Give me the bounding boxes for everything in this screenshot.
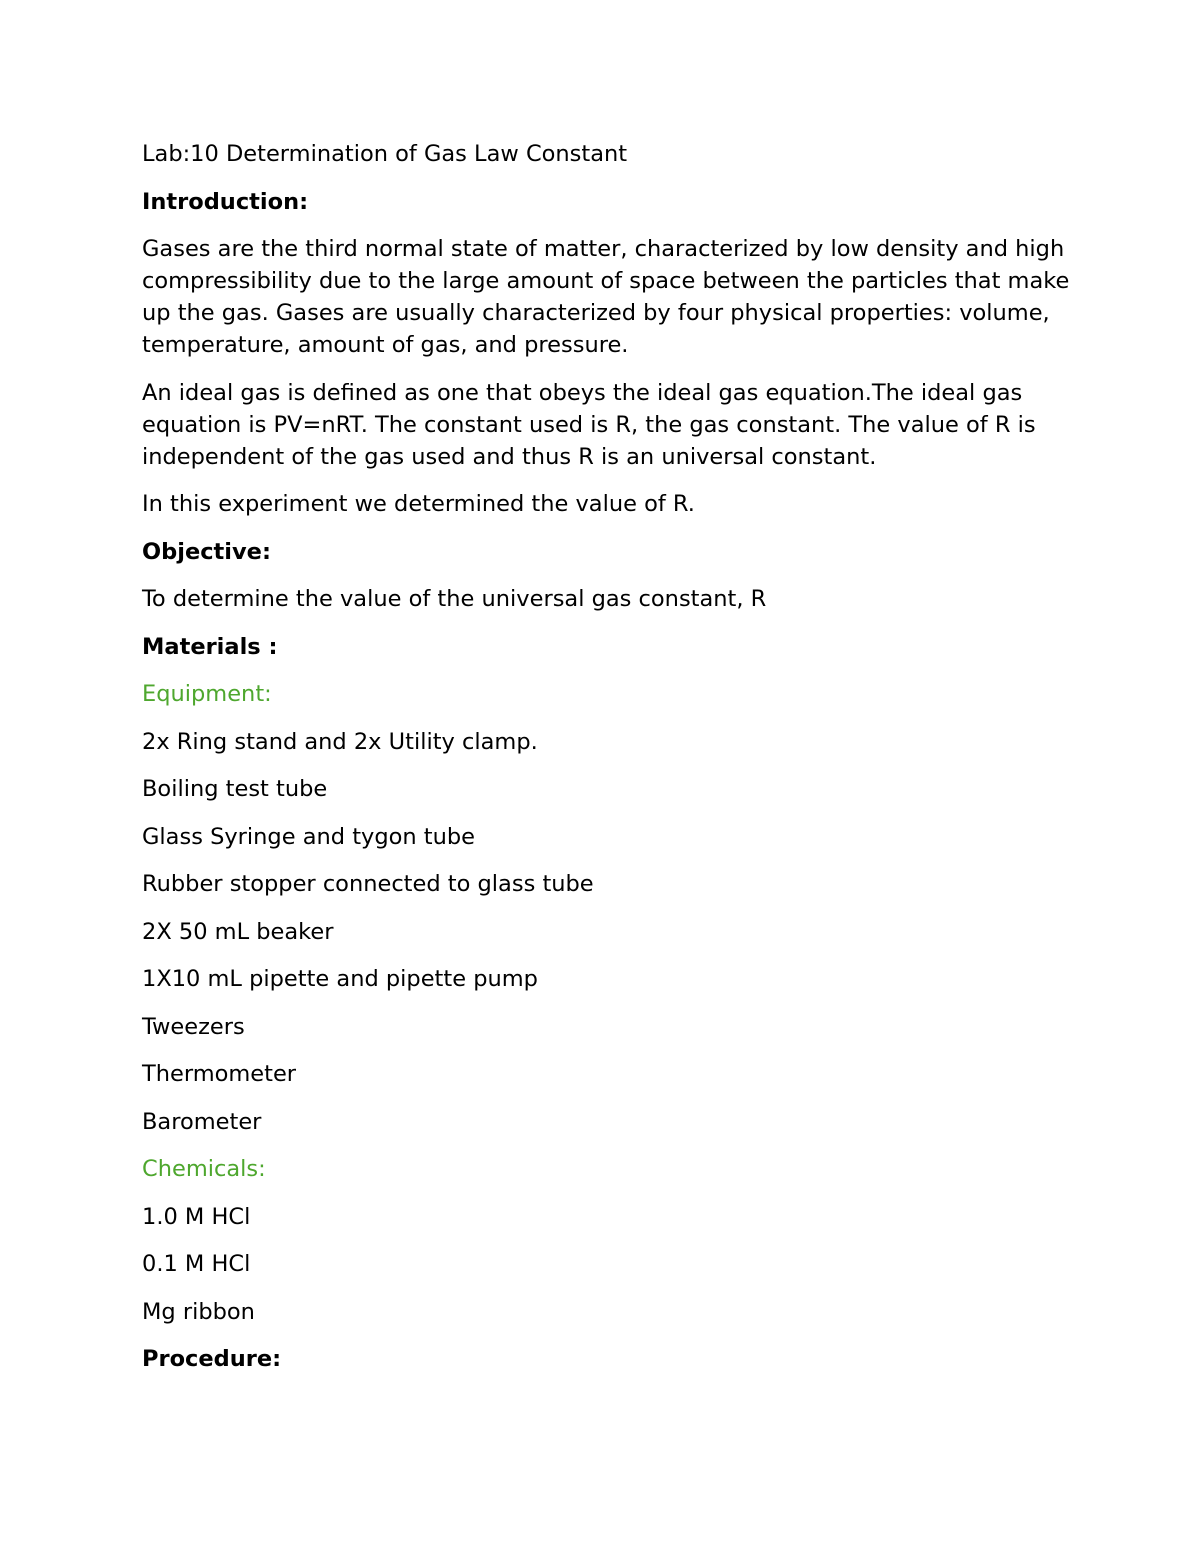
equipment-item: Tweezers <box>142 1013 245 1040</box>
equipment-item: 2x Ring stand and 2x Utility clamp. <box>142 728 538 755</box>
objective-text: To determine the value of the universal gas constant, R <box>142 586 767 612</box>
equipment-item: Barometer <box>142 1108 262 1135</box>
intro-paragraph: An ideal gas is defined as one that obeys the ideal gas equation.The ideal gas equation is PV=nRT. The constant used is R, the gas constant. The value of R is independent of the gas used and thus R is an universal constant. <box>142 379 1036 470</box>
procedure-heading: Procedure: <box>142 1346 282 1372</box>
equipment-heading: Equipment: <box>142 681 272 707</box>
equipment-item: Rubber stopper connected to glass tube <box>142 871 594 897</box>
equipment-item: Boiling test tube <box>142 776 328 802</box>
chemicals-heading: Chemicals: <box>142 1156 266 1182</box>
materials-heading: Materials : <box>142 633 278 660</box>
equipment-item: 1X10 mL pipette and pipette pump <box>142 966 538 992</box>
objective-heading: Objective: <box>142 538 271 565</box>
introduction-heading: Introduction: <box>142 188 309 215</box>
intro-paragraph: Gases are the third normal state of matter, characterized by low density and high compressibility due to the large amount of space between the particles that make up the gas. Gases are usually characterized by four physical properties: volume, temperature, amount of gas, and pressure. <box>142 236 1070 358</box>
chemical-item: 1.0 M HCl <box>142 1203 251 1230</box>
document-title: Lab:10 Determination of Gas Law Constant <box>142 141 628 167</box>
document-page <box>142 138 1072 1391</box>
equipment-item: 2X 50 mL beaker <box>142 918 334 945</box>
intro-paragraph: In this experiment we determined the value of R. <box>142 491 695 517</box>
chemical-item: Mg ribbon <box>142 1298 255 1325</box>
equipment-item: Thermometer <box>142 1061 297 1087</box>
equipment-item: Glass Syringe and tygon tube <box>142 823 475 850</box>
chemical-item: 0.1 M HCl <box>142 1251 251 1277</box>
